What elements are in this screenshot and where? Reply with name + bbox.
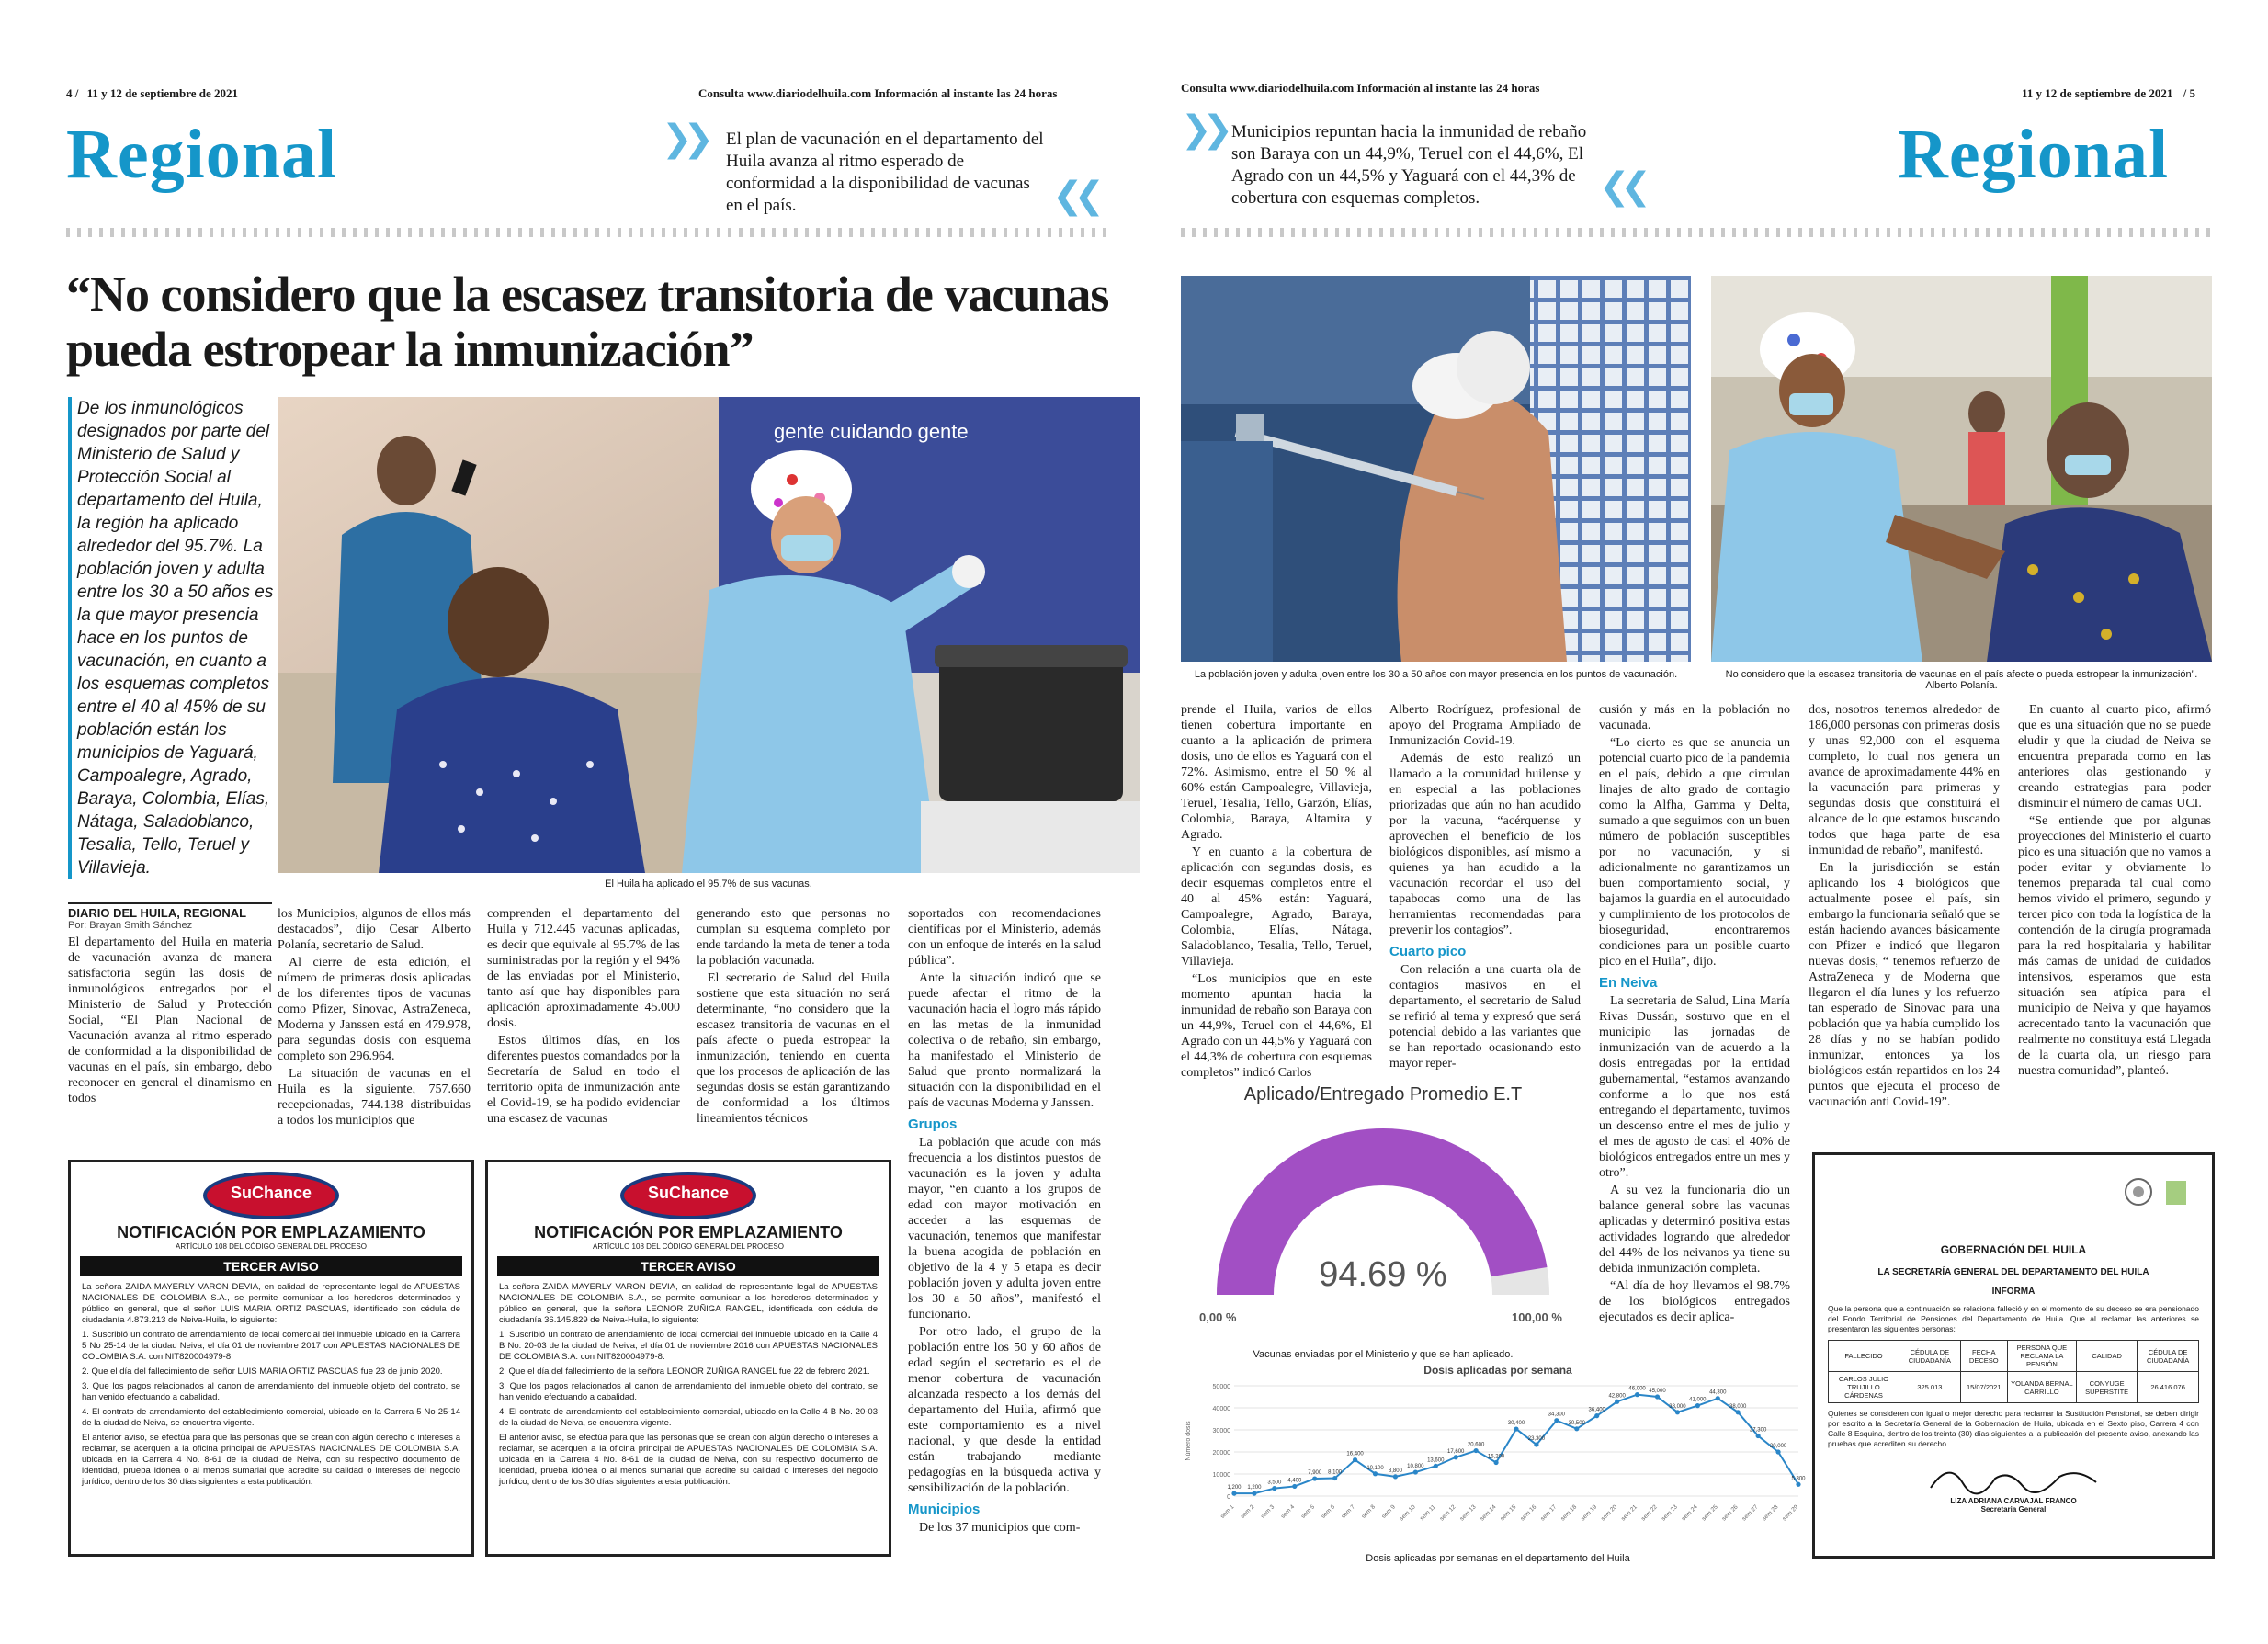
x-tick-label: sem 4 <box>1279 1503 1297 1520</box>
data-label: 36,400 <box>1588 1407 1605 1413</box>
chevron-right-icon: ❯❯ <box>1181 108 1225 151</box>
main-photo-caption: El Huila ha aplicado el 95.7% de sus vacunas. <box>605 879 812 890</box>
gauge-min: 0,00 % <box>1199 1310 1237 1324</box>
gov-table <box>1828 1340 2199 1403</box>
gov-signer-role: Secretaria General <box>1980 1505 2047 1514</box>
photo1-caption: La población joven y adulta joven entre los 30 a 50 años con mayor presencia en los puntos de vacunación. <box>1194 669 1678 680</box>
x-tick-label: sem 13 <box>1458 1503 1478 1523</box>
data-point <box>1454 1455 1458 1459</box>
main-headline: “No considero que la escasez transitoria de vacunas pueda estropear la inmunización” <box>66 266 1109 377</box>
data-label: 3,500 <box>1267 1480 1282 1486</box>
left-consulta: Consulta www.diariodelhuila.com Información al instante las 24 horas <box>698 86 1058 100</box>
data-label: 20,000 <box>1769 1444 1787 1449</box>
right-col-5: En cuanto al cuarto pico, afirmó que es una situación que no se puede eludir y que la ciudad de Neiva se encuentra preparada como en las anteriores olas gestionando y creando estrategias para poder disminuir el número de camas UCI. “Se entiende que por algunas proyecciones del Ministerio el cuarto pico es una situación que no vamos a poder evitar y obviamente lo tenemos preparada tal cual como hemos vivido el primero, segundo y tercer pico con toda la logística de la contención de la cirugía programada para la red hospitalaria y habilitar más camas de unidad de cuidados intensivos, esperamos que esta situación sea atípica para el municipio de Neiva y que hayamos acrecentado tanto la vacunación que realmente no constituya está Llegada de la cuarta ola, un riesgo para nuestra comunidad”, planteó. <box>2018 703 2211 1078</box>
right-col-2: Alberto Rodríguez, profesional de apoyo del Programa Ampliado de Inmunización Covid-19. Además de esto realizó un llamado a la comunidad huilense y en especial a las poblaciones priorizadas que aún no han acudido por la vacuna, “acérquense y aprovechen el beneficio de los biológicos disponibles, así mismo a quienes ya han acudido a la vacunación recordar el uso del tapabocas como una de las herramientas recomendadas para prevenir los contagios”. Cuarto pico Con relación a una cuarta ola de contagios masivos en el departamento, el secretario de Salud se refirió al tema y expresó que será potencial debido a las variantes que se han reportado ocasionando esto mayor reper- <box>1389 703 1581 1071</box>
data-label: 10,800 <box>1407 1464 1424 1470</box>
left-page-date: 11 y 12 de septiembre de 2021 <box>86 86 239 100</box>
left-page-header: 4 / 11 y 12 de septiembre de 2021 <box>66 86 239 100</box>
chevron-right-icon: ❯❯ <box>662 118 706 160</box>
left-deck: El plan de vacunación en el departamento del Huila avanza al ritmo esperado de conformidad a la disponibilidad de vacunas en el país. <box>726 130 1044 215</box>
byline-source: DIARIO DEL HUILA, REGIONAL <box>68 902 272 920</box>
chart-caption: Dosis aplicadas por semanas en el departamento del Huila <box>1366 1553 1630 1564</box>
data-point <box>1474 1448 1479 1453</box>
data-label: 8,800 <box>1388 1468 1402 1474</box>
right-consulta: Consulta www.diariodelhuila.com Información al instante las 24 horas <box>1181 81 1540 95</box>
right-section-title: Regional <box>1898 116 2170 193</box>
x-tick-label: sem 1 <box>1219 1503 1236 1520</box>
gauge-widget <box>1181 1084 1585 1342</box>
x-tick-label: sem 6 <box>1320 1503 1337 1520</box>
x-tick-label: sem 18 <box>1559 1503 1579 1523</box>
data-point <box>1252 1491 1256 1496</box>
suchance-logo: SuChance <box>203 1172 339 1219</box>
data-label: 38,000 <box>1729 1403 1747 1410</box>
table-header-row: FALLECIDO CÉDULA DE CIUDADANÍA FECHA DECESO PERSONA QUE RECLAMA LA PENSIÓN CALIDAD CÉDULA DE CIUDADANÍA <box>1829 1341 2199 1372</box>
gauge-max: 100,00 % <box>1512 1310 1562 1324</box>
data-label: 45,000 <box>1649 1389 1666 1394</box>
data-point <box>1493 1460 1498 1465</box>
y-axis-label: Número dosis <box>1185 1421 1192 1461</box>
data-label: 17,600 <box>1447 1448 1465 1455</box>
data-point <box>1353 1457 1357 1462</box>
data-point <box>1534 1442 1538 1446</box>
gov-intro: Que la persona que a continuación se relaciona falleció y en el momento de su deceso se era pensionado del Fondo Territorial de Pensiones del Departamento de Huila. Que al reclamar las anteriores se presentaron las siguientes personas: <box>1828 1304 2199 1333</box>
byline-author: Por: Brayan Smith Sánchez <box>68 920 193 931</box>
data-label: 20,600 <box>1467 1442 1485 1448</box>
data-point <box>1635 1392 1639 1397</box>
x-tick-label: sem 19 <box>1580 1503 1599 1523</box>
left-col-2: los Municipios, algunos de ellos más destacados”, dijo Cesar Alberto Polanía, secretario de Salud. Al cierre de esta edición, el número de primeras dosis aplicadas de los diferentes tipos de vacunas como Pfizer, Sinovac, AstraZeneca, Moderna y Janssen está en 479.978, para segundas dosis con esquema completo son 296.964. La situación de vacunas en el Huila es la siguiente, 757.660 recepcionadas, 744.138 distribuidas a todos los municipios que <box>278 907 471 1128</box>
data-point <box>1756 1434 1761 1438</box>
gobernacion-notice <box>1812 1152 2215 1559</box>
lead-paragraph: De los inmunológicos designados por parte del Ministerio de Salud y Protección Social al departamento del Huila, la región ha aplicado alrededor del 95.7%. La población joven y adulta entre los 30 a 50 años es la que mayor presencia hace en los puntos de vacunación, en cuanto a los esquemas completos entre el 40 al 45% de su población están los municipios de Yaguará, Campoalegre, Agrado, Baraya, Colombia, Elías, Nátaga, Saladoblanco, Tesalia, Tello, Teruel y Villavieja. <box>68 397 278 879</box>
signature-icon <box>1922 1460 2105 1497</box>
data-label: 42,800 <box>1608 1393 1626 1400</box>
gauge-title: Aplicado/Entregado Promedio E.T <box>1243 1084 1523 1105</box>
vaccination-photo <box>278 397 1140 873</box>
legal-notice-1: SuChance NOTIFICACIÓN POR EMPLAZAMIENTO ARTÍCULO 108 DEL CÓDIGO GENERAL DEL PROCESO TERCER AVISO La señora ZAIDA MAYERLY VARON DEVIA, en calidad de representante legal de APUESTAS NACIONALES DE COLOMBIA S.A., se permite comunicar a los herederos determinados y público en general, que el señor LUIS MARIA ORTIZ PASCUAS, identificado con cédula de ciudadanía 4.873.213 de Neiva-Huila, lo siguiente: 1. Suscribió un contrato de arrendamiento de local comercial del inmueble ubicado en la Carrera 5 No 25-14 de la ciudad Neiva, el día 01 de noviembre 2017 con APUESTAS NACIONALES DE COLOMBIA S.A. con NIT820004979-8. 2. Que el día del fallecimiento del señor LUIS MARIA ORTIZ PASCUAS fue 23 de junio 2020. 3. Que los pagos relacionados al canon de arrendamiento del inmueble objeto del contrato, se han venido efectuando a cabalidad. 4. El contrato de arrendamiento del establecimiento comercial, ubicado en la Carrera 5 No 25-14 de la ciudad de Neiva, se encuentra vigente. El anterior aviso, se efectúa para que las personas que se crean con algún derecho o intereses a reclamar, se acerquen a la oficina principal de APUESTAS NACIONALES DE COLOMBIA S.A. ubicada en la Carrera 4 No. 8-61 de la ciudad de Neiva, con su respectivo documento de identidad, prueba idónea o al menos sumarial que acredite su calidad o intereses del negocio jurídico, dentro de los 30 días siguientes a esta publicación. <box>68 1160 474 1557</box>
line-chart-svg <box>1181 1377 1815 1542</box>
data-point <box>1312 1476 1317 1480</box>
gauge-value: 94.69 % <box>1319 1255 1447 1294</box>
col1-text: El departamento del Huila en materia de vacunación avanza de manera satisfactoria según las dosis de inmunológicos entregados por el Ministerio de Salud y Protección Social, “El Plan Nacional de Vacunación avanza al ritmo esperado de conformidad a la disponibilidad de vacunas en el país, sin embargo, debo reconocer en general el dinamismo en todos <box>68 935 272 1105</box>
photo2-caption: No considero que la escasez transitoria de vacunas en el país afecte o pueda estropear la inmunización”. Alberto Polanía. <box>1725 669 2198 691</box>
subhead-en-neiva: En Neiva <box>1599 975 1658 991</box>
x-tick-label: sem 16 <box>1519 1503 1538 1523</box>
y-tick-label: 10000 <box>1212 1472 1230 1479</box>
x-tick-label: sem 2 <box>1239 1503 1256 1520</box>
y-tick-label: 40000 <box>1212 1406 1230 1412</box>
vaccination-site-photo <box>1711 276 2212 662</box>
right-page-header: 11 y 12 de septiembre de 2021 / 5 <box>2022 86 2196 100</box>
gov-informa: INFORMA <box>1991 1287 2036 1297</box>
left-col-5: soportados con recomendaciones científicas por el Ministerio, además con un enfoque de interés en la salud pública”. Ante la situación indicó que se puede afectar el ritmo de la vacunación hacia el logro más rápido en las metas de la inmunidad colectiva o de rebaño, sin embargo, ha manifestado el Ministerio de Salud que pronto normalizará la situación con la disponibilidad en el país de vacunas Moderna y Janssen. Grupos La población que acude con más frecuencia a los distintos puestos de vacunación es la joven y adulta mayor, “en cuanto a los grupos de edad con mayor motivación en acceder a las esquemas de vacunación, tenemos que manifestar la buena acogida de población en objetivo de la 4 y 5 etapa es decir población joven y adulta joven entre los 30 a 50 años”, manifestó el funcionario. Por otro lado, el grupo de la población entre los 50 y 60 años de edad según el secretario es el de menor cobertura de vacunación alcanzada respecto a los demás del departamento del Huila, afirmó que este comportamiento es a nivel nacional, y que desde la entidad están trabajando mediante pedagogías en la búsqueda activa y sensibilización de la población. Municipios De los 37 municipios que com- <box>908 907 1101 1535</box>
x-tick-label: sem 10 <box>1398 1503 1417 1523</box>
data-point <box>1272 1486 1276 1491</box>
x-tick-label: sem 27 <box>1741 1503 1760 1523</box>
x-tick-label: sem 9 <box>1380 1503 1397 1520</box>
data-point <box>1655 1394 1660 1399</box>
chart-title: Dosis aplicadas por semana <box>1423 1364 1572 1377</box>
gov-office: LA SECRETARÍA GENERAL DEL DEPARTAMENTO DEL HUILA <box>1877 1267 2149 1277</box>
data-label: 30,400 <box>1507 1421 1525 1427</box>
gauge-svg <box>1181 1111 1585 1313</box>
y-tick-label: 50000 <box>1212 1384 1230 1390</box>
x-tick-label: sem 26 <box>1720 1503 1740 1523</box>
data-point <box>1231 1491 1236 1496</box>
left-col-3: comprenden el departamento del Huila y 712.445 vacunas aplicadas, es decir que equivale al 95.7% de las suministradas por la región y el 94% de las enviadas por el Ministerio, tanto así que hay disponibles para aplicación aproximadamente 45.000 dosis. Estos últimos días, en los diferentes puestos comandados por la Secretaría de Salud en todo el territorio opita de inmunización ante el Covid-19, se ha podido evidenciar una escasez de vacunas <box>487 907 680 1126</box>
data-point <box>1695 1403 1700 1408</box>
data-point <box>1292 1484 1297 1489</box>
data-label: 15,200 <box>1487 1454 1505 1460</box>
data-point <box>1434 1464 1438 1468</box>
x-tick-label: sem 11 <box>1419 1503 1437 1523</box>
x-tick-label: sem 8 <box>1360 1503 1377 1520</box>
data-point <box>1373 1471 1378 1476</box>
data-point <box>1554 1418 1559 1423</box>
left-section-title: Regional <box>66 116 338 193</box>
left-col-1 <box>68 902 272 1137</box>
series-line <box>1234 1395 1798 1494</box>
x-tick-label: sem 28 <box>1761 1503 1780 1523</box>
x-tick-label: sem 5 <box>1299 1503 1317 1520</box>
x-tick-label: sem 7 <box>1340 1503 1356 1520</box>
data-label: 1,200 <box>1227 1485 1242 1491</box>
legal-notice-2: SuChance NOTIFICACIÓN POR EMPLAZAMIENTO ARTÍCULO 108 DEL CÓDIGO GENERAL DEL PROCESO TERCER AVISO La señora ZAIDA MAYERLY VARON DEVIA, en calidad de representante legal de APUESTAS NACIONALES DE COLOMBIA S.A., se permite comunicar a los herederos determinados y público en general, que la señora LEONOR ZUÑIGA RANGEL, identificada con cédula de ciudadanía 36.145.829 de Neiva-Huila, lo siguiente: 1. Suscribió un contrato de arrendamiento de local comercial del inmueble ubicado en la Calle 4 B No. 20-03 de la ciudad de Neiva, el día 01 de noviembre 2016 con APUESTAS NACIONALES DE COLOMBIA S.A. con NIT820004979-8. 2. Que el día del fallecimiento de la señora LEONOR ZUÑIGA RANGEL fue 22 de febrero 2021. 3. Que los pagos relacionados al canon de arrendamiento del inmueble objeto del contrato, se han venido efectuando a cabalidad. 4. El contrato de arrendamiento del establecimiento comercial, ubicado en la Calle 4 B No. 20-03 de la ciudad de Neiva, se encuentra vigente. El anterior aviso, se efectúa para que las personas que se crean con algún derecho o intereses a reclamar, se acerquen a la oficina principal de APUESTAS NACIONALES DE COLOMBIA S.A. ubicada en la Carrera 4 No. 8-61 de la ciudad de Neiva, con su respectivo documento de identidad, prueba idónea o al menos sumarial que acredite su calidad o intereses del negocio jurídico, dentro de los 30 días siguientes a esta publicación. <box>485 1160 891 1557</box>
x-tick-label: sem 24 <box>1680 1503 1699 1523</box>
x-tick-label: sem 3 <box>1259 1503 1276 1520</box>
banner-text: gente cuidando gente <box>774 420 969 443</box>
data-point <box>1775 1449 1780 1454</box>
x-tick-label: sem 22 <box>1639 1503 1659 1523</box>
data-point <box>1332 1476 1337 1480</box>
right-col-4: dos, nosotros tenemos alrededor de 186,000 personas con primeras dosis y unas 92,000 con el esquema completo, lo cual nos genera un avance de aproximadamente 44% en la vacunación para primeras y segundas dosis que constituirá el alcance de lo que estamos buscando todos que haga parte de esa inmunidad de rebaño”, manifestó. En la jurisdicción se están aplicando los 4 biológicos que actualmente posee el país, sin embargo la funcionaria señaló que se están haciendo avances básicamente con Pfizer e indicó que llegaron nuevas dosis, “ tenemos refuerzo de AstraZeneca y de Moderna que llegaron el día lunes y los refuerzo tan esperado de Sinovac para una población que ya había cumplido los 28 días y no se habían podido inmunizar, entonces ya los biológicos están repartidos en los 24 puntos que ejecuta el proceso de vacunación anti Covid-19”. <box>1809 703 2000 1109</box>
data-label: 27,300 <box>1749 1427 1767 1434</box>
gov-entity: GOBERNACIÓN DEL HUILA <box>1940 1243 2087 1256</box>
data-label: 46,000 <box>1628 1386 1646 1392</box>
left-page-number: 4 <box>66 86 73 100</box>
data-point <box>1413 1469 1418 1474</box>
table-row: CARLOS JULIO TRUJILLO CÁRDENAS 325.013 15/07/2021 YOLANDA BERNAL CARRILLO CONYUGE SUPERSTITE 26.416.076 <box>1829 1372 2199 1403</box>
chevron-left-icon: ❮❮ <box>1052 175 1096 217</box>
injection-photo <box>1181 276 1691 662</box>
data-point <box>1675 1410 1680 1414</box>
x-tick-label: sem 23 <box>1660 1503 1679 1523</box>
data-point <box>1716 1396 1720 1400</box>
data-label: 10,100 <box>1366 1465 1384 1471</box>
data-label: 7,900 <box>1308 1470 1322 1477</box>
x-tick-label: sem 21 <box>1619 1503 1639 1523</box>
data-label: 13,600 <box>1427 1457 1445 1464</box>
right-page-date: 11 y 12 de septiembre de 2021 <box>2022 86 2173 100</box>
x-tick-label: sem 29 <box>1781 1503 1800 1523</box>
data-label: 1,200 <box>1247 1485 1262 1491</box>
gobernacion-crest-icon <box>2120 1173 2194 1210</box>
data-label: 38,000 <box>1669 1403 1686 1410</box>
weekly-doses-chart <box>1181 1364 1815 1548</box>
data-label: 23,300 <box>1527 1436 1546 1443</box>
left-col-4: generando esto que personas no cumplan su esquema completo por ende tardando la meta de tener a toda la población vacunada. El secretario de Salud del Huila sostiene que esta situación no será determinante, “no considero que la escasez transitoria de vacunas en el país afecte o pueda estropear la inmunización, teniendo en cuenta que los procesos de aplicación de las segundas dosis se están garantizando de conformidad a los últimos lineamientos técnicos <box>697 907 890 1126</box>
data-point <box>1594 1413 1599 1418</box>
data-label: 30,500 <box>1568 1420 1585 1426</box>
data-point <box>1514 1426 1518 1431</box>
left-divider <box>66 228 1114 237</box>
data-label: 5,300 <box>1791 1476 1806 1482</box>
subhead-cuarto-pico: Cuarto pico <box>1389 944 1467 959</box>
data-label: 8,100 <box>1328 1469 1343 1476</box>
data-point <box>1393 1474 1398 1479</box>
subhead-municipios: Municipios <box>908 1502 981 1517</box>
chevron-left-icon: ❮❮ <box>1599 165 1643 208</box>
suchance-logo: SuChance <box>620 1172 756 1219</box>
y-tick-label: 30000 <box>1212 1428 1230 1434</box>
right-page-number: 5 <box>2189 86 2196 100</box>
data-label: 44,300 <box>1709 1389 1727 1396</box>
data-label: 34,300 <box>1548 1412 1566 1418</box>
data-point <box>1796 1482 1800 1487</box>
x-tick-label: sem 12 <box>1438 1503 1457 1523</box>
gauge-caption: Vacunas enviadas por el Ministerio y que se han aplicado. <box>1253 1349 1514 1360</box>
right-col-3: cusión y más en la población no vacunada. “Lo cierto es que se anuncia un potencial cuarto pico de la pandemia en el país, debido a que circulan linajes de alto grado de contagio como la Alfha, Gamma y Delta, sumado a que seguimos con un buen número de población susceptibles por no vacunación, y si adicionalmente no garantizamos un buen comportamiento social, y bajamos la guardia en el autocuidado y cumplimiento de los protocolos de bioseguridad, encontraremos condiciones para un posible cuarto pico en el Huila”, dijo. En Neiva La secretaria de Salud, Lina María Rivas Dussán, sostuvo que en el municipio las jornadas de inmunización van de acuerdo a la dosis entregadas por la entidad gubernamental, “estamos avanzando conforme a lo que nos está entregando el departamento, tuvimos un descenso entre el mes de julio y el mes de agosto de casi el 40% de biológicos entregados entre un mes y otro”. A su vez la funcionaria dio un balance general sobre las vacunas aplicadas y determinó positiva estas actividades logrando que alrededor del 44% de los neivanos ya tiene su debida inmunización completa. “Al día de hoy llevamos el 98.7% de los biológicos entregados ejecutados es decir aplica- <box>1599 703 1791 1324</box>
data-point <box>1615 1400 1619 1404</box>
right-divider <box>1181 228 2210 237</box>
x-tick-label: sem 25 <box>1700 1503 1719 1523</box>
data-point <box>1736 1410 1741 1414</box>
y-tick-label: 20000 <box>1212 1450 1230 1457</box>
data-label: 16,400 <box>1346 1451 1364 1457</box>
right-col-1: prende el Huila, varios de ellos tienen cobertura importante en cuanto a la aplicación de primera dosis, uno de ellos es Yaguará con el 72%. Asimismo, entre el 50 % al 60% están Campoalegre, Villavieja, Teruel, Tesalia, Tello, Garzón, Elías, Colombia, Baraya, Altamira y Agrado. Y en cuanto a la cobertura de aplicación con segundas dosis, es decir esquemas completos entre el 40 al 45% están: Yaguará, Campoalegre, Agrado, Baraya, Colombia, Elías, Nátaga, Saladoblanco, Tesalia, Tello, Teruel, Villavieja. “Los municipios que en este momento apuntan hacia la inmunidad de rebaño son Baraya con un 44,9%, Teruel con el 44,6%, El Agrado con un 44,5% y Yaguará con el 44,3% de cobertura con esquemas completos” indicó Carlos <box>1181 703 1372 1080</box>
right-deck: Municipios repuntan hacia la inmunidad de rebaño son Baraya con un 44,9%, Teruel con el 44,6%, El Agrado con un 44,5% y Yaguará con el 44,3% de cobertura con esquemas completos. <box>1231 122 1587 208</box>
y-tick-label: 0 <box>1227 1494 1230 1501</box>
x-tick-label: sem 17 <box>1539 1503 1559 1523</box>
data-point <box>1574 1426 1579 1431</box>
data-label: 41,000 <box>1689 1397 1707 1403</box>
x-tick-label: sem 20 <box>1600 1503 1619 1523</box>
gov-outro: Quienes se consideren con igual o mejor derecho para reclamar la Sustitución Pensional, se deben dirigir por escrito a la Secretaría General de la Gobernación de Huila, ubicada en el Sexto piso, Carrera 4 con Calle 8 Esquina, dentro de los treinta (30) días siguientes a la publicación del presente aviso, anexando las pruebas que acrediten su derecho. <box>1828 1409 2199 1448</box>
x-tick-label: sem 15 <box>1499 1503 1518 1523</box>
subhead-grupos: Grupos <box>908 1117 958 1132</box>
data-label: 4,400 <box>1287 1478 1302 1484</box>
gov-signer: LIZA ADRIANA CARVAJAL FRANCO <box>1950 1497 2077 1505</box>
x-tick-label: sem 14 <box>1479 1503 1498 1523</box>
